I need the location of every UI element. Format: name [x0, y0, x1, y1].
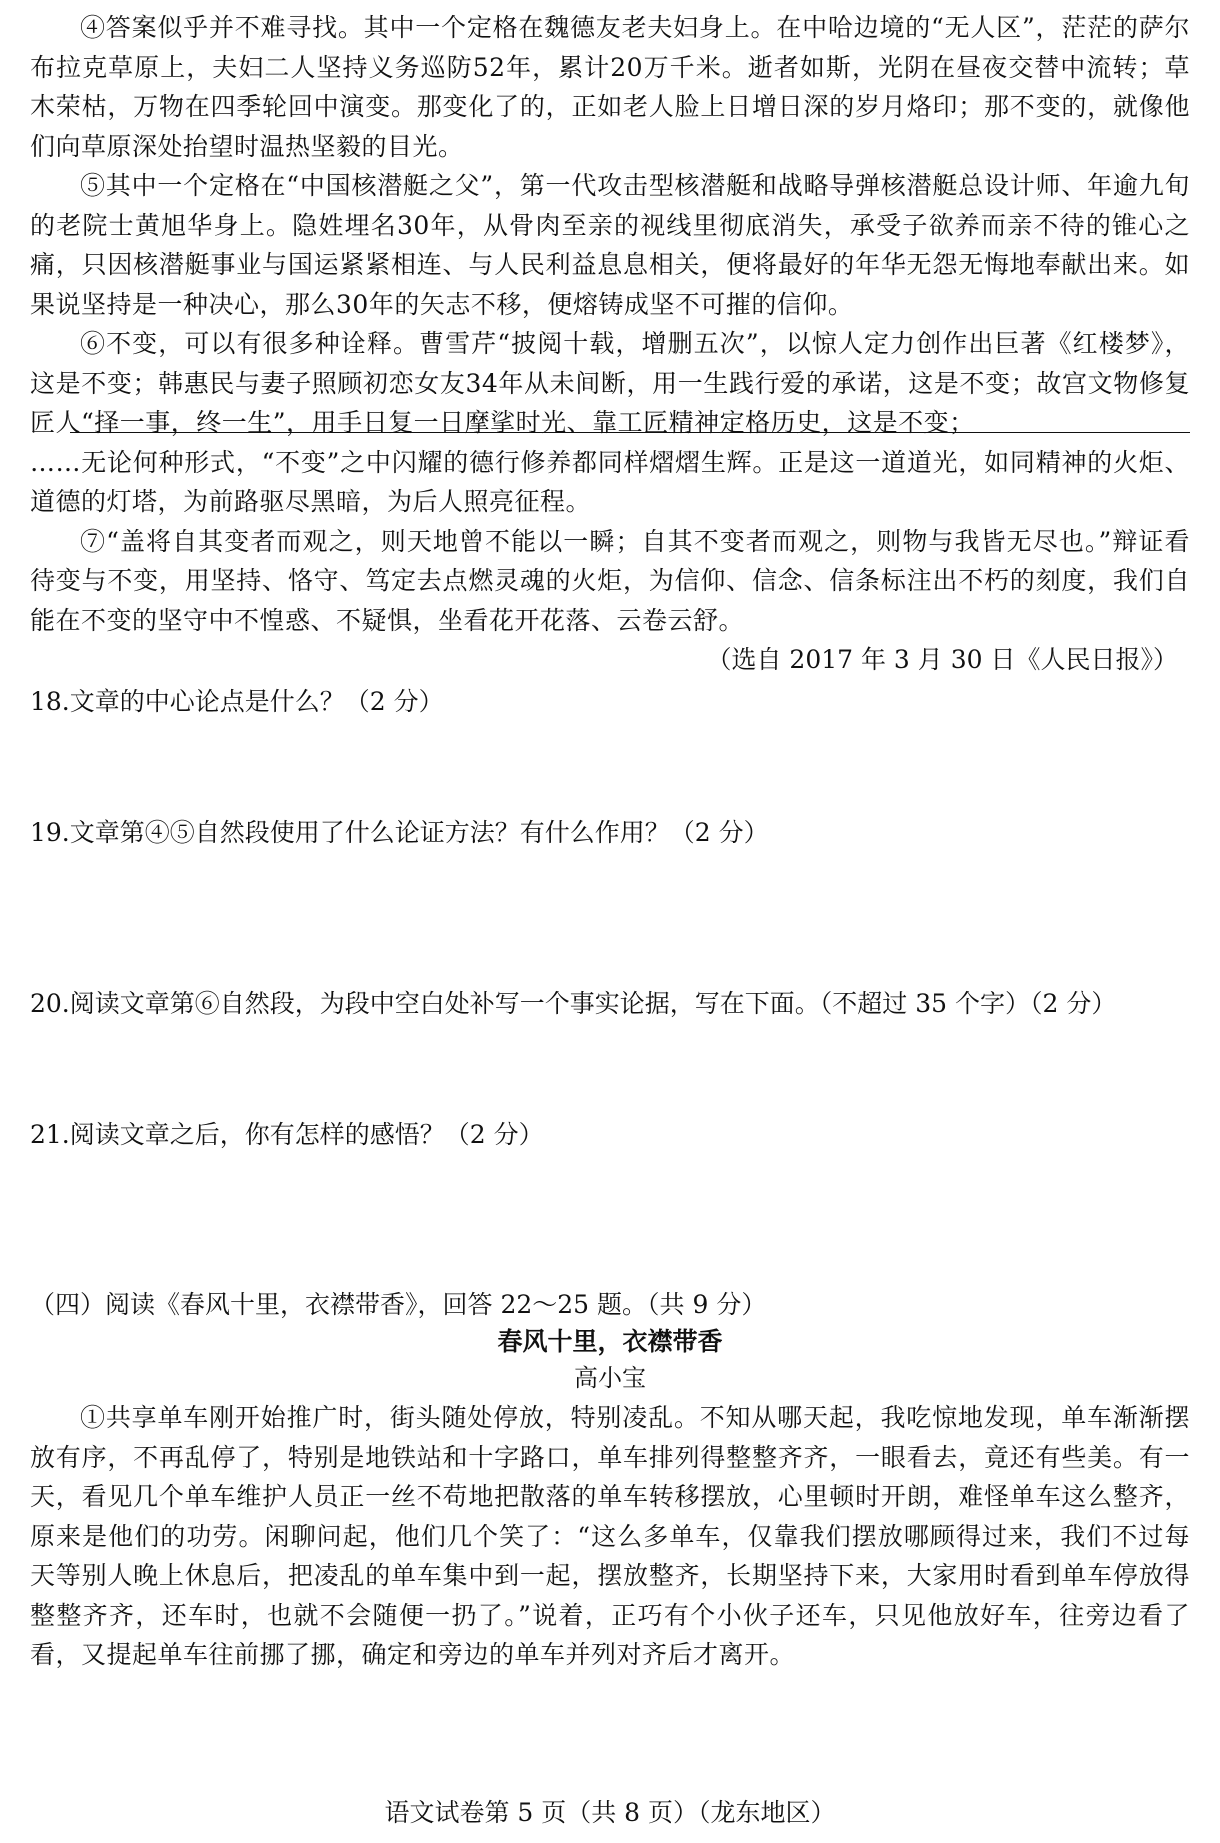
- paragraph-5: ⑤其中一个定格在“中国核潜艇之父”，第一代攻击型核潜艇和战略导弹核潜艇总设计师、年逾九旬的老院士黄旭华身上。隐姓埋名30年，从骨肉至亲的视线里彻底消失，承受子欲养而亲不待的锥心之痛，只因核潜艇事业与国运紧紧相连、与人民利益息息相关，便将最好的年华无怨无悔地奉献出来。如果说坚持是一种决心，那么30年的矢志不移，便熔铸成坚不可摧的信仰。: [30, 171, 1190, 319]
- question-20: 20.阅读文章第⑥自然段，为段中空白处补写一个事实论据，写在下面。（不超过 35 个字）（2 分）: [30, 988, 1117, 1018]
- article-author: 高小宝: [574, 1364, 646, 1392]
- answer-blank-line: [70, 432, 1190, 433]
- paragraph-6-block: [30, 324, 1190, 443]
- section-4-heading: （四）阅读《春风十里，衣襟带香》，回答 22～25 题。（共 9 分）: [30, 1289, 767, 1319]
- article-paragraph-1: ①共享单车刚开始推广时，街头随处停放，特别凌乱。不知从哪天起，我吃惊地发现，单车渐渐摆放有序，不再乱停了，特别是地铁站和十字路口，单车排列得整整齐齐，一眼看去，竟还有些美。有一天，看见几个单车维护人员正一丝不苟地把散落的单车转移摆放，心里顿时开朗，难怪单车这么整齐，原来是他们的功劳。闲聊问起，他们几个笑了：“这么多单车，仅靠我们摆放哪顾得过来，我们不过每天等别人晚上休息后，把凌乱的单车集中到一起，摆放整齐，长期坚持下来，大家用时看到单车停放得整整齐齐，还车时，也就不会随便一扔了。”说着，正巧有个小伙子还车，只见他放好车，往旁边看了看，又提起单车往前挪了挪，确定和旁边的单车并列对齐后才离开。: [30, 1403, 1190, 1669]
- paragraph-6: ⑥不变，可以有很多种诠释。曹雪芹“披阅十载，增删五次”，以惊人定力创作出巨著《红楼梦》，这是不变；韩惠民与妻子照顾初恋女友34年从未间断，用一生践行爱的承诺，这是不变；故宫文物修复匠人“择一事，终一生”，用手日复一日摩挲时光、靠工匠精神定格历史，这是不变；: [30, 329, 1190, 437]
- question-18: 18.文章的中心论点是什么？（2 分）: [30, 686, 444, 716]
- page-footer: 语文试卷第 5 页（共 8 页）（龙东地区）: [384, 1798, 836, 1827]
- paragraph-7: ⑦“盖将自其变者而观之，则天地曾不能以一瞬；自其不变者而观之，则物与我皆无尽也。”辩证看待变与不变，用坚持、恪守、笃定去点燃灵魂的火炬，为信仰、信念、信条标注出不朽的刻度，我们自能在不变的坚守中不惶惑、不疑惧，坐看花开花落、云卷云舒。: [30, 526, 1190, 635]
- source-citation: （选自 2017 年 3 月 30 日《人民日报》）: [706, 645, 1178, 674]
- article-title: 春风十里，衣襟带香: [497, 1327, 723, 1356]
- question-19: 19.文章第④⑤自然段使用了什么论证方法？有什么作用？（2 分）: [30, 818, 769, 847]
- paragraph-6-continued: ……无论何种形式，“不变”之中闪耀的德行修养都同样熠熠生辉。正是这一道道光，如同精神的火炬、道德的灯塔，为前路驱尽黑暗，为后人照亮征程。: [30, 447, 1190, 516]
- question-21: 21.阅读文章之后，你有怎样的感悟？（2 分）: [30, 1120, 544, 1149]
- paragraph-4: ④答案似乎并不难寻找。其中一个定格在魏德友老夫妇身上。在中哈边境的“无人区”，茫茫的萨尔布拉克草原上，夫妇二人坚持义务巡防52年，累计20万千米。逝者如斯，光阴在昼夜交替中流转；草木荣枯，万物在四季轮回中演变。那变化了的，正如老人脸上日增日深的岁月烙印；那不变的，就像他们向草原深处抬望时温热坚毅的目光。: [30, 13, 1190, 161]
- exam-page: [30, 8, 1190, 1675]
